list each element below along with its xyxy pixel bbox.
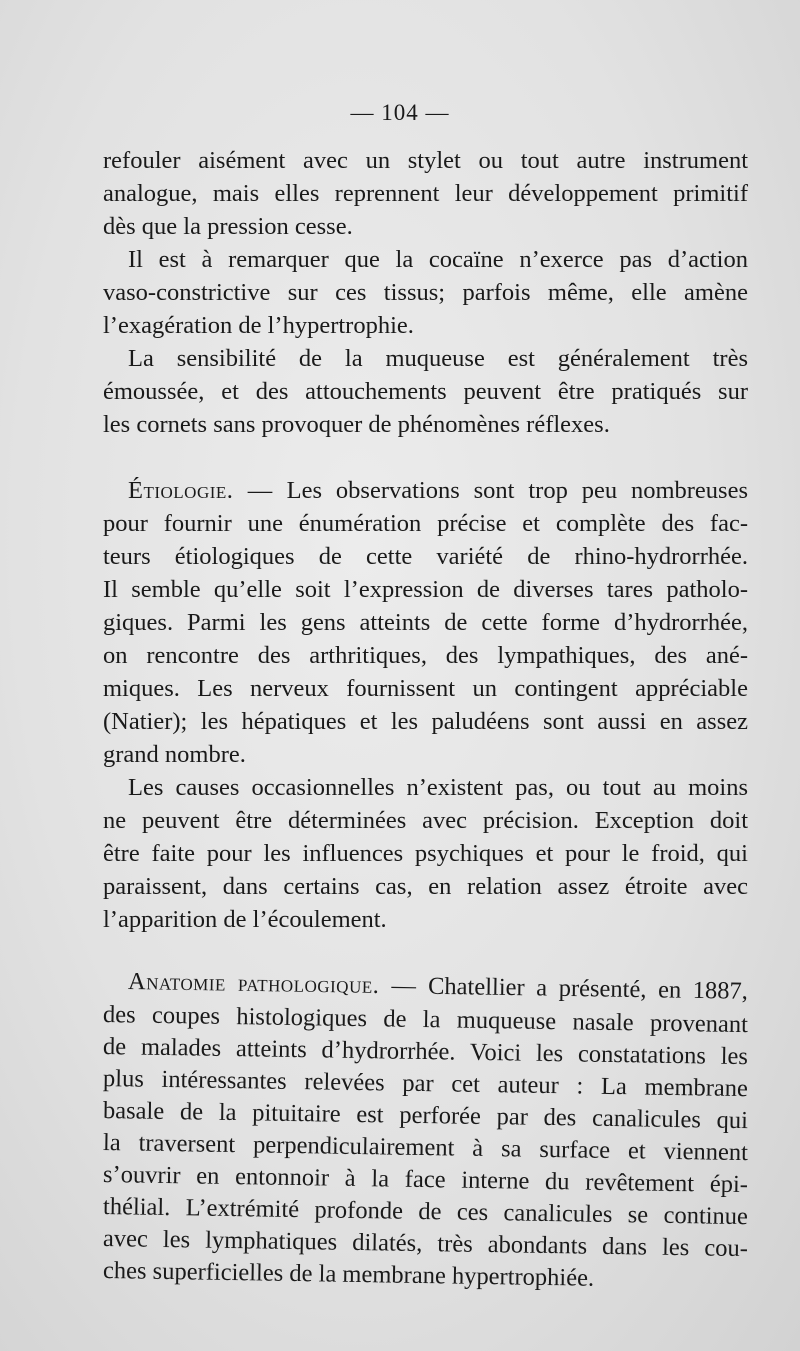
text-line: ches superficielles de la membrane hypertrophiée.: [102, 1257, 595, 1292]
text-line: vaso-constrictive sur ces tissus; parfois même, elle amène: [103, 279, 748, 306]
text-line: thélial. L’extrémité profonde de ces canalicules se continue: [102, 1193, 749, 1231]
text-line: pour fournir une énumération précise et complète des fac-: [103, 510, 748, 537]
text-line: on rencontre des arthritiques, des lympathiques, des ané-: [103, 642, 748, 669]
text-line: miques. Les nerveux fournissent un contingent appréciable: [103, 675, 748, 702]
text-line: Les causes occasionnelles n’existent pas, ou tout au moins: [128, 774, 748, 801]
text-line: Il est à remarquer que la cocaïne n’exerce pas d’action: [128, 246, 748, 273]
text-line: dès que la pression cesse.: [103, 213, 353, 240]
text-line: grand nombre.: [103, 741, 246, 768]
text-line: (Natier); les hépatiques et les paludéens sont aussi en assez: [103, 708, 748, 735]
section-heading-anatomie: Anatomie pathologique. —: [127, 968, 417, 1000]
section-heading-etiologie: Étiologie. —: [128, 477, 273, 504]
text-line: Il semble qu’elle soit l’expression de diverses tares patholo-: [103, 576, 748, 603]
page-number: — 104 —: [350, 100, 450, 125]
text-span: Les observations sont trop peu nombreuses: [272, 477, 748, 504]
text-line: émoussée, et des attouchements peuvent être pratiqués sur: [103, 378, 748, 405]
text-line: être faite pour les influences psychiques et pour le froid, qui: [103, 840, 748, 867]
text-line: La sensibilité de la muqueuse est généralement très: [128, 345, 748, 372]
text-line: ne peuvent être déterminées avec précision. Exception doit: [103, 807, 748, 834]
section-first-line: [128, 475, 748, 507]
text-line: refouler aisément avec un stylet ou tout autre instrument: [103, 147, 748, 174]
text-line: basale de la pituitaire est perforée par des canalicules qui: [102, 1097, 749, 1135]
text-line: paraissent, dans certains cas, en relation assez étroite avec: [103, 873, 748, 900]
text-line: les cornets sans provoquer de phénomènes réflexes.: [103, 411, 610, 438]
text-line: s’ouvrir en entonnoir à la face interne du revêtement épi-: [102, 1161, 749, 1199]
text-line: plus intéressantes relevées par cet auteur : La membrane: [102, 1065, 749, 1103]
text-line: analogue, mais elles reprennent leur développement primitif: [103, 180, 748, 207]
text-line: giques. Parmi les gens atteints de cette forme d’hydrorrhée,: [103, 609, 748, 636]
text-line: avec les lymphatiques dilatés, très abondants dans les cou-: [102, 1225, 749, 1263]
text-line: teurs étiologiques de cette variété de rhino-hydrorrhée.: [103, 543, 748, 570]
text-line: des coupes histologiques de la muqueuse nasale provenant: [102, 1001, 749, 1039]
text-span: Chatellier a présenté, en 1887,: [416, 972, 749, 1005]
text-line: la traversent perpendiculairement à sa surface et viennent: [102, 1129, 749, 1167]
text-line: de malades atteints d’hydrorrhée. Voici les constatations les: [102, 1033, 749, 1071]
text-line: l’exagération de l’hypertrophie.: [103, 312, 414, 339]
text-line: l’apparition de l’écoulement.: [103, 906, 387, 933]
